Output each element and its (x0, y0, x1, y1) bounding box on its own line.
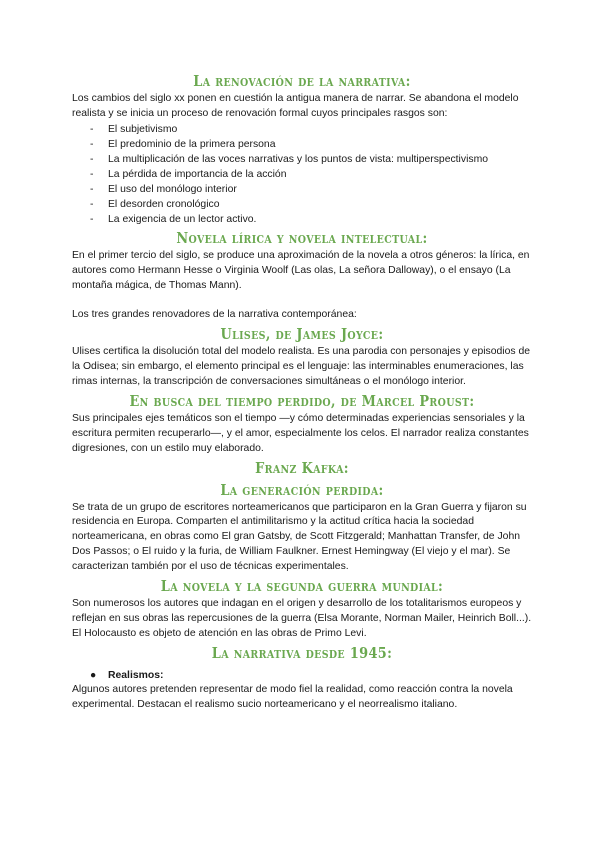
paragraph-generacion-perdida: Se trata de un grupo de escritores norteamericanos que participaron en la Gran Guerra y fijaron su residencia en Europa. Comparten el antimilitarismo y la actitud crítica hacia la sociedad norteamericana, en obras como El gran Gatsby, de Scott Fitzgerald; Manhattan Transfer, de John Dos Passos; o El ruido y la furia, de William Faulkner. Ernest Hemingway (El viejo y el mar). Se caracterizan también por el uso de técnicas experimentales. (72, 501, 527, 573)
heading-ulises: Ulises, de James Joyce: (220, 325, 384, 344)
paragraph-ulises: Ulises certifica la disolución total del modelo realista. Es una parodia con personajes y episodios de la Odisea; sin embargo, el elemento principal es el lenguaje: las interminables enumeraciones, las rimas internas, la transcripción de conversaciones simultáneas o el monólogo interior. (72, 346, 531, 387)
heading-renovacion: La renovación de la narrativa: (193, 72, 411, 90)
list-item (72, 152, 532, 167)
list-item-text: El uso del monólogo interior (108, 184, 237, 196)
bullet-realismos (72, 668, 532, 683)
list-item (72, 122, 532, 137)
dash-marker: - (90, 123, 94, 135)
dash-marker: - (90, 199, 94, 211)
document-content (72, 70, 532, 713)
list-item-text: El subjetivismo (108, 123, 178, 135)
dash-marker: - (90, 154, 94, 165)
paragraph-realismos: Algunos autores pretenden representar de modo fiel la realidad, como reacción contra la novela experimental. Destacan el realismo sucio norteamericano y el neorrealismo italiano. (72, 683, 513, 710)
list-item (72, 167, 532, 182)
dash-marker: - (90, 138, 94, 150)
heading-generacion-perdida: La generación perdida: (220, 480, 384, 499)
paragraph-renovadores: Los tres grandes renovadores de la narrativa contemporánea: (72, 309, 357, 321)
list-item-text: La pérdida de importancia de la acción (108, 169, 287, 181)
list-item-text: La exigencia de un lector activo. (108, 214, 257, 226)
list-item-text: El predominio de la primera persona (108, 138, 276, 150)
paragraph-segunda-guerra: Son numerosos los autores que indagan en el origen y desarrollo de los totalitarismos europeos y reflejan en sus obras las repercusiones de la guerra (Elsa Morante, Norman Mailer, Heinrich Boll...). El Holocausto es objeto de atención en las obras de Primo Levi. (72, 598, 532, 639)
list-item (72, 197, 532, 212)
list-item (72, 182, 532, 197)
dash-marker: - (90, 169, 94, 181)
bullet-marker: ● (90, 669, 97, 681)
heading-kafka: Franz Kafka: (255, 458, 349, 477)
paragraph-proust: Sus principales ejes temáticos son el tiempo —y cómo determinadas experiencias sensoriales y la escritura permiten recuperarlo—, y el amor, especialmente los celos. El narrador realiza constantes digresiones, con un estilo muy elaborado. (72, 412, 529, 454)
bullet-label: Realismos: (108, 669, 164, 681)
heading-segunda-guerra: La novela y la segunda guerra mundial: (160, 577, 444, 596)
heading-lirica: Novela lírica y novela intelectual: (176, 229, 428, 248)
paragraph-lirica: En el primer tercio del siglo, se produce una aproximación de la novela a otros géneros: la lírica, en autores como Hermann Hesse o Virginia Woolf (Las olas, La señora Dalloway), o el ensayo (La montaña mágica, de Thomas Mann). (72, 250, 530, 292)
list-item (72, 212, 532, 227)
list-item (72, 137, 532, 152)
list-item-text: La multiplicación de las voces narrativas y los puntos de vista: multiperspectivismo (108, 154, 489, 165)
heading-desde-1945: La narrativa desde 1945: (211, 643, 393, 662)
paragraph-renovacion-intro: Los cambios del siglo xx ponen en cuestión la antigua manera de narrar. Se abandona el modelo realista y se inicia un proceso de renovación formal cuyos principales rasgos son: (72, 93, 519, 119)
dash-marker: - (90, 214, 94, 226)
list-rasgos (72, 122, 532, 228)
list-item-text: El desorden cronológico (108, 199, 220, 211)
dash-marker: - (90, 184, 94, 196)
heading-proust: En busca del tiempo perdido, de Marcel Proust: (129, 391, 475, 410)
spacer (72, 294, 532, 308)
